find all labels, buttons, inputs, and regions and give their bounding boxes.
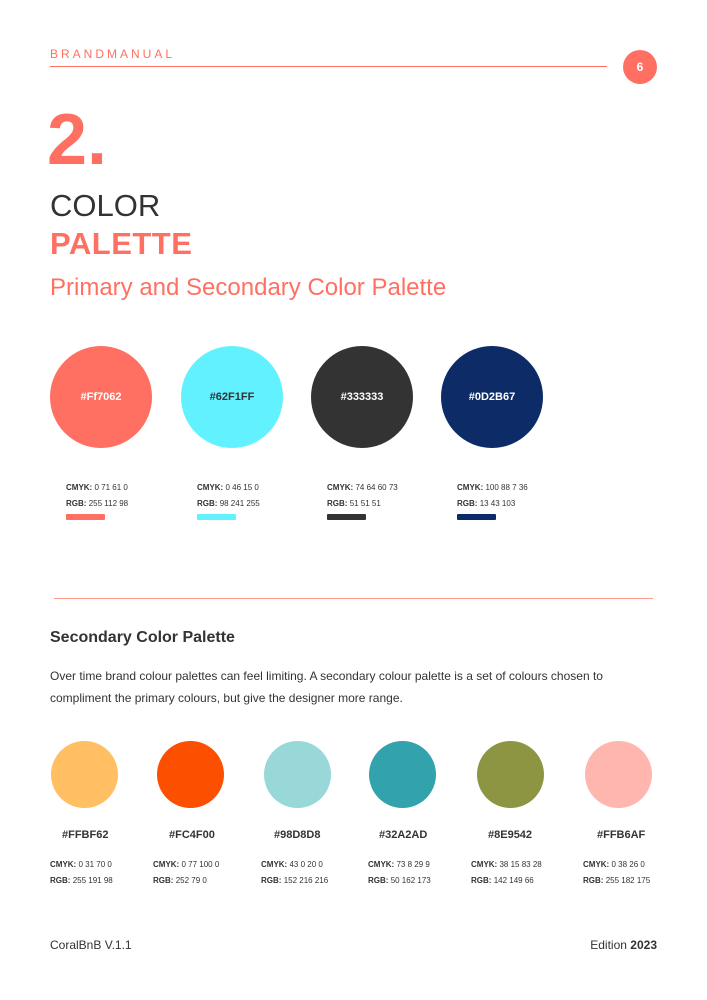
cmyk-label: CMYK: — [368, 860, 395, 869]
hex-code: #Ff7062 — [80, 391, 122, 403]
rgb-label: RGB: — [368, 876, 389, 885]
cmyk-label: CMYK: — [197, 483, 224, 492]
section-title-line1: COLOR — [50, 188, 161, 223]
cmyk-label: CMYK: — [50, 860, 77, 869]
color-circle — [50, 346, 152, 448]
footer-edition — [590, 938, 657, 952]
hex-code: #FFB6AF — [597, 829, 646, 841]
brand-manual-label: BRANDMANUAL — [50, 47, 176, 61]
rgb-value: 252 79 0 — [175, 876, 207, 885]
color-specs — [368, 857, 488, 889]
secondary-palette-heading: Secondary Color Palette — [50, 629, 235, 646]
hex-code: #333333 — [340, 391, 384, 403]
rgb-label: RGB: — [471, 876, 492, 885]
cmyk-label: CMYK: — [66, 483, 93, 492]
rgb-label: RGB: — [327, 499, 348, 508]
rgb-value: 142 149 66 — [493, 876, 534, 885]
rgb-value: 98 241 255 — [219, 499, 260, 508]
rgb-label: RGB: — [457, 499, 478, 508]
cmyk-value: 0 38 26 0 — [611, 860, 645, 869]
color-bar — [66, 514, 105, 520]
color-bar — [327, 514, 366, 520]
edition-year: 2023 — [630, 938, 657, 952]
cmyk-value: 38 15 83 28 — [499, 860, 542, 869]
secondary-palette-description: Over time brand colour palettes can feel limiting. A secondary colour palette is a set of colours chosen to compliment the primary colours, but give the designer more range. — [50, 669, 603, 705]
hex-code: #98D8D8 — [274, 829, 321, 841]
cmyk-value: 43 0 20 0 — [289, 860, 323, 869]
rgb-value: 255 191 98 — [72, 876, 113, 885]
rgb-label: RGB: — [153, 876, 174, 885]
edition-label: Edition — [590, 938, 627, 952]
color-specs — [66, 480, 186, 512]
cmyk-value: 0 77 100 0 — [181, 860, 220, 869]
hex-code: #0D2B67 — [468, 391, 516, 403]
primary-swatch — [441, 346, 543, 508]
cmyk-label: CMYK: — [261, 860, 288, 869]
rgb-label: RGB: — [583, 876, 604, 885]
color-specs — [153, 857, 273, 889]
cmyk-value: 73 8 29 9 — [396, 860, 430, 869]
cmyk-label: CMYK: — [583, 860, 610, 869]
color-specs — [261, 857, 381, 889]
rgb-value: 50 162 173 — [390, 876, 431, 885]
hex-code: #32A2AD — [379, 829, 428, 841]
page-number-badge: 6 — [623, 50, 657, 84]
section-number: 2. — [47, 100, 108, 180]
hex-code: #8E9542 — [488, 829, 533, 841]
color-specs — [457, 480, 577, 512]
header-divider — [50, 66, 607, 67]
color-specs — [471, 857, 591, 889]
cmyk-label: CMYK: — [471, 860, 498, 869]
section-subtitle: Primary and Secondary Color Palette — [50, 274, 447, 301]
color-bar — [197, 514, 236, 520]
color-specs — [197, 480, 317, 512]
rgb-value: 51 51 51 — [349, 499, 381, 508]
cmyk-label: CMYK: — [457, 483, 484, 492]
rgb-value: 255 112 98 — [88, 499, 129, 508]
color-circle — [51, 741, 118, 808]
rgb-value: 13 43 103 — [479, 499, 516, 508]
primary-swatch — [311, 346, 413, 508]
color-circle — [181, 346, 283, 448]
footer-version: CoralBnB V.1.1 — [50, 938, 132, 952]
cmyk-label: CMYK: — [327, 483, 354, 492]
color-circle — [311, 346, 413, 448]
cmyk-value: 100 88 7 36 — [485, 483, 528, 492]
color-specs — [327, 480, 447, 512]
rgb-value: 152 216 216 — [283, 876, 329, 885]
hex-code: #FFBF62 — [62, 829, 109, 841]
color-circle — [585, 741, 652, 808]
hex-code: #62F1FF — [209, 391, 255, 403]
rgb-label: RGB: — [261, 876, 282, 885]
rgb-value: 255 182 175 — [605, 876, 651, 885]
primary-swatch — [50, 346, 152, 508]
rgb-label: RGB: — [50, 876, 71, 885]
rgb-label: RGB: — [197, 499, 218, 508]
rgb-label: RGB: — [66, 499, 87, 508]
color-specs — [50, 857, 170, 889]
cmyk-value: 0 46 15 0 — [225, 483, 259, 492]
color-circle — [441, 346, 543, 448]
color-circle — [157, 741, 224, 808]
color-circle — [369, 741, 436, 808]
color-specs — [583, 857, 703, 889]
section-divider — [54, 598, 653, 599]
section-title-line2: PALETTE — [50, 226, 193, 261]
cmyk-value: 0 71 61 0 — [94, 483, 128, 492]
primary-swatch — [181, 346, 283, 508]
color-circle — [477, 741, 544, 808]
color-bar — [457, 514, 496, 520]
cmyk-label: CMYK: — [153, 860, 180, 869]
hex-code: #FC4F00 — [169, 829, 215, 841]
color-circle — [264, 741, 331, 808]
cmyk-value: 74 64 60 73 — [355, 483, 398, 492]
cmyk-value: 0 31 70 0 — [78, 860, 112, 869]
